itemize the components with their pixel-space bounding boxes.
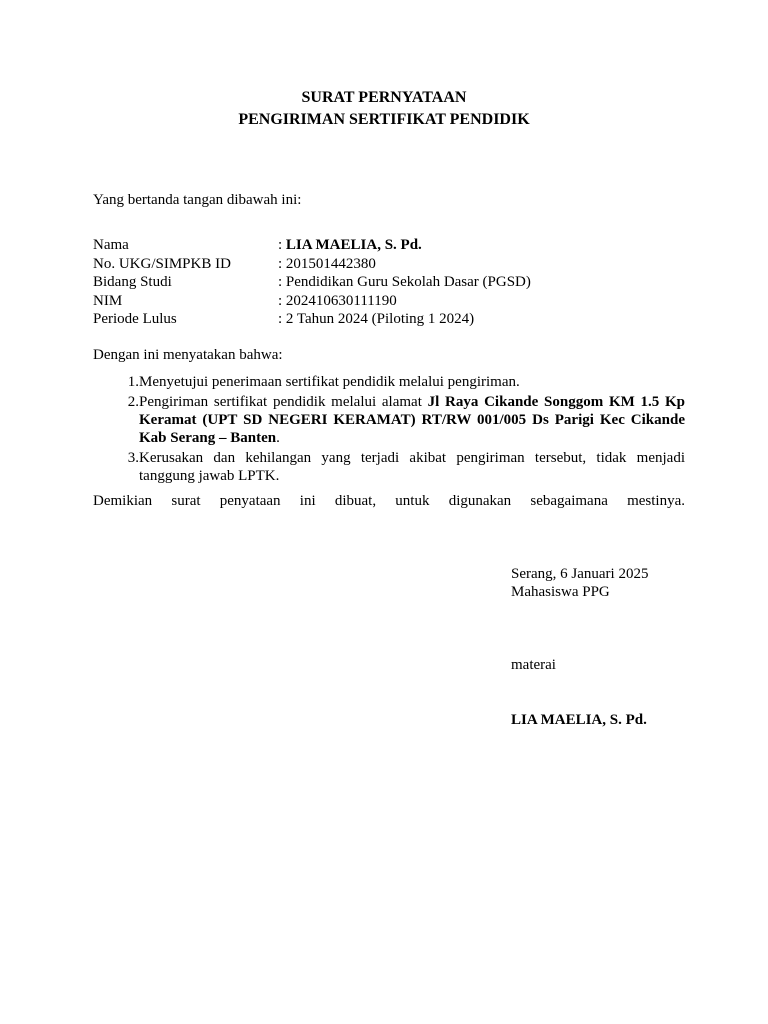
closing-line: Demikian surat penyataan ini dibuat, untuk digunakan sebagaimana mestinya. bbox=[93, 493, 685, 509]
document-title: SURAT PERNYATAAN bbox=[301, 89, 467, 106]
identity-name-value: LIA MAELIA, S. Pd. bbox=[285, 237, 422, 253]
identity-row-ukg bbox=[93, 255, 531, 274]
identity-row-nim bbox=[93, 292, 531, 311]
list-item bbox=[93, 373, 685, 391]
identity-label: No. UKG/SIMPKB ID bbox=[93, 255, 231, 272]
list-number: 1. bbox=[127, 374, 139, 390]
identity-row-nama bbox=[93, 236, 531, 255]
list-item-text bbox=[139, 393, 685, 447]
address-prefix: Pengiriman sertifikat pendidik melalui alamat bbox=[139, 394, 428, 410]
address-suffix: . bbox=[276, 430, 280, 446]
identity-label: Nama bbox=[93, 237, 129, 253]
document-subtitle: PENGIRIMAN SERTIFIKAT PENDIDIK bbox=[238, 111, 530, 128]
identity-value: : 201501442380 bbox=[278, 255, 376, 272]
identity-value bbox=[278, 236, 422, 255]
list-item bbox=[93, 449, 685, 485]
identity-label: Periode Lulus bbox=[93, 311, 177, 327]
identity-row-bidang bbox=[93, 273, 531, 292]
identity-colon: : bbox=[278, 237, 286, 253]
stamp-placeholder: materai bbox=[511, 657, 556, 673]
statement-text: Dengan ini menyatakan bahwa: bbox=[93, 347, 283, 363]
statement-list bbox=[93, 373, 685, 487]
identity-label: NIM bbox=[93, 292, 123, 309]
signature-role: Mahasiswa PPG bbox=[511, 584, 610, 600]
address-value: Jl Raya Cikande Songgom KM 1.5 Kp Keramat (UPT SD NEGERI KERAMAT) RT/RW 001/005 Ds Parigi Kec Cikande Kab Serang – Banten bbox=[139, 394, 686, 446]
signature-place-date: Serang, 6 Januari 2025 bbox=[511, 566, 649, 582]
list-number: 3. bbox=[127, 450, 139, 466]
closing-text bbox=[93, 492, 685, 510]
intro-text: Yang bertanda tangan dibawah ini: bbox=[93, 192, 302, 208]
list-item-text: Menyetujui penerimaan sertifikat pendidik melalui pengiriman. bbox=[139, 374, 520, 390]
identity-value: : Pendidikan Guru Sekolah Dasar (PGSD) bbox=[278, 274, 531, 290]
list-number: 2. bbox=[127, 394, 139, 410]
list-item bbox=[93, 393, 685, 447]
identity-row-periode bbox=[93, 310, 531, 329]
identity-label: Bidang Studi bbox=[93, 274, 172, 290]
identity-value: : 202410630111190 bbox=[278, 292, 397, 309]
list-item-text: Kerusakan dan kehilangan yang terjadi akibat pengiriman tersebut, tidak menjadi tanggung jawab LPTK. bbox=[139, 450, 685, 484]
identity-value: : 2 Tahun 2024 (Piloting 1 2024) bbox=[278, 311, 475, 327]
signer-name: LIA MAELIA, S. Pd. bbox=[511, 712, 647, 728]
identity-table bbox=[93, 236, 531, 329]
